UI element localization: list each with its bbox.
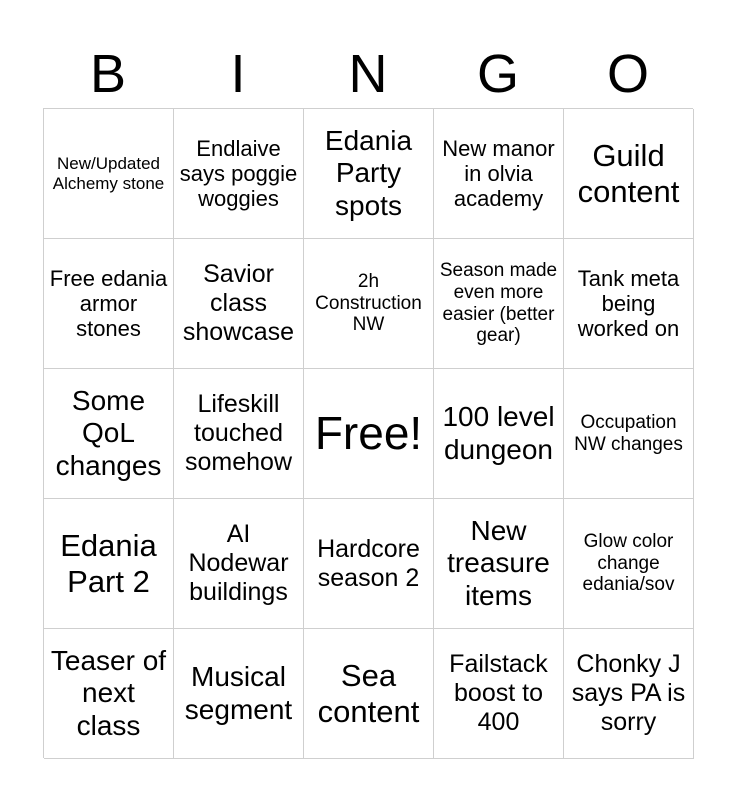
bingo-cell[interactable] bbox=[174, 369, 304, 499]
cell-text: Endlaive says poggie woggies bbox=[179, 135, 298, 212]
bingo-cell[interactable] bbox=[44, 369, 174, 499]
header-letter-b: B bbox=[89, 44, 127, 104]
bingo-cell[interactable] bbox=[434, 369, 564, 499]
cell-text: Teaser of next class bbox=[50, 645, 167, 741]
bingo-cell[interactable] bbox=[564, 239, 694, 369]
bingo-cell[interactable] bbox=[564, 109, 694, 239]
bingo-cell[interactable] bbox=[434, 109, 564, 239]
cell-text: Guild content bbox=[577, 137, 680, 209]
bingo-cell[interactable] bbox=[44, 239, 174, 369]
bingo-cell[interactable] bbox=[304, 499, 434, 629]
bingo-cell[interactable] bbox=[434, 499, 564, 629]
free-space-label: Free! bbox=[314, 407, 423, 460]
cell-text: Chonky J says PA is sorry bbox=[571, 650, 686, 736]
cell-text: Free edania armor stones bbox=[49, 265, 168, 342]
cell-text: Tank meta being worked on bbox=[577, 265, 680, 342]
bingo-cell[interactable] bbox=[564, 629, 694, 759]
bingo-cell[interactable] bbox=[304, 239, 434, 369]
header-letter-n: N bbox=[348, 44, 388, 104]
cell-text: Edania Part 2 bbox=[60, 527, 157, 599]
header-letter-i: I bbox=[230, 44, 246, 104]
cell-text: Some QoL changes bbox=[55, 385, 162, 481]
cell-text: 2h Construction NW bbox=[315, 270, 422, 336]
bingo-cell[interactable] bbox=[434, 629, 564, 759]
header-letter-g: G bbox=[476, 44, 519, 104]
bingo-cell[interactable] bbox=[434, 239, 564, 369]
bingo-cell[interactable] bbox=[174, 499, 304, 629]
cell-text: Edania Party spots bbox=[324, 125, 413, 221]
cell-text: Failstack boost to 400 bbox=[449, 650, 548, 736]
bingo-cell[interactable] bbox=[174, 239, 304, 369]
cell-text: Hardcore season 2 bbox=[317, 534, 420, 592]
header-letter-o: O bbox=[606, 44, 649, 104]
cell-text: New treasure items bbox=[447, 515, 550, 611]
bingo-grid bbox=[43, 108, 693, 758]
bingo-cell[interactable] bbox=[564, 499, 694, 629]
cell-text: New/Updated Alchemy stone bbox=[52, 153, 165, 193]
cell-text: Sea content bbox=[317, 657, 420, 729]
bingo-cell[interactable] bbox=[44, 629, 174, 759]
cell-text: Lifeskill touched somehow bbox=[185, 390, 292, 476]
cell-text: 100 level dungeon bbox=[442, 401, 555, 465]
bingo-cell[interactable] bbox=[304, 109, 434, 239]
bingo-cell[interactable] bbox=[564, 369, 694, 499]
bingo-cell[interactable] bbox=[44, 109, 174, 239]
cell-text: Occupation NW changes bbox=[574, 411, 683, 455]
cell-text: Glow color change edania/sov bbox=[582, 530, 675, 596]
free-space[interactable] bbox=[304, 369, 434, 499]
bingo-cell[interactable] bbox=[174, 629, 304, 759]
cell-text: AI Nodewar buildings bbox=[188, 520, 289, 606]
bingo-cell[interactable] bbox=[44, 499, 174, 629]
cell-text: Musical segment bbox=[184, 661, 293, 725]
bingo-header bbox=[43, 40, 693, 108]
bingo-cell[interactable] bbox=[174, 109, 304, 239]
cell-text: Season made even more easier (better gear) bbox=[439, 259, 558, 347]
cell-text: Savior class showcase bbox=[182, 260, 295, 346]
cell-text: New manor in olvia academy bbox=[442, 135, 555, 212]
bingo-cell[interactable] bbox=[304, 629, 434, 759]
